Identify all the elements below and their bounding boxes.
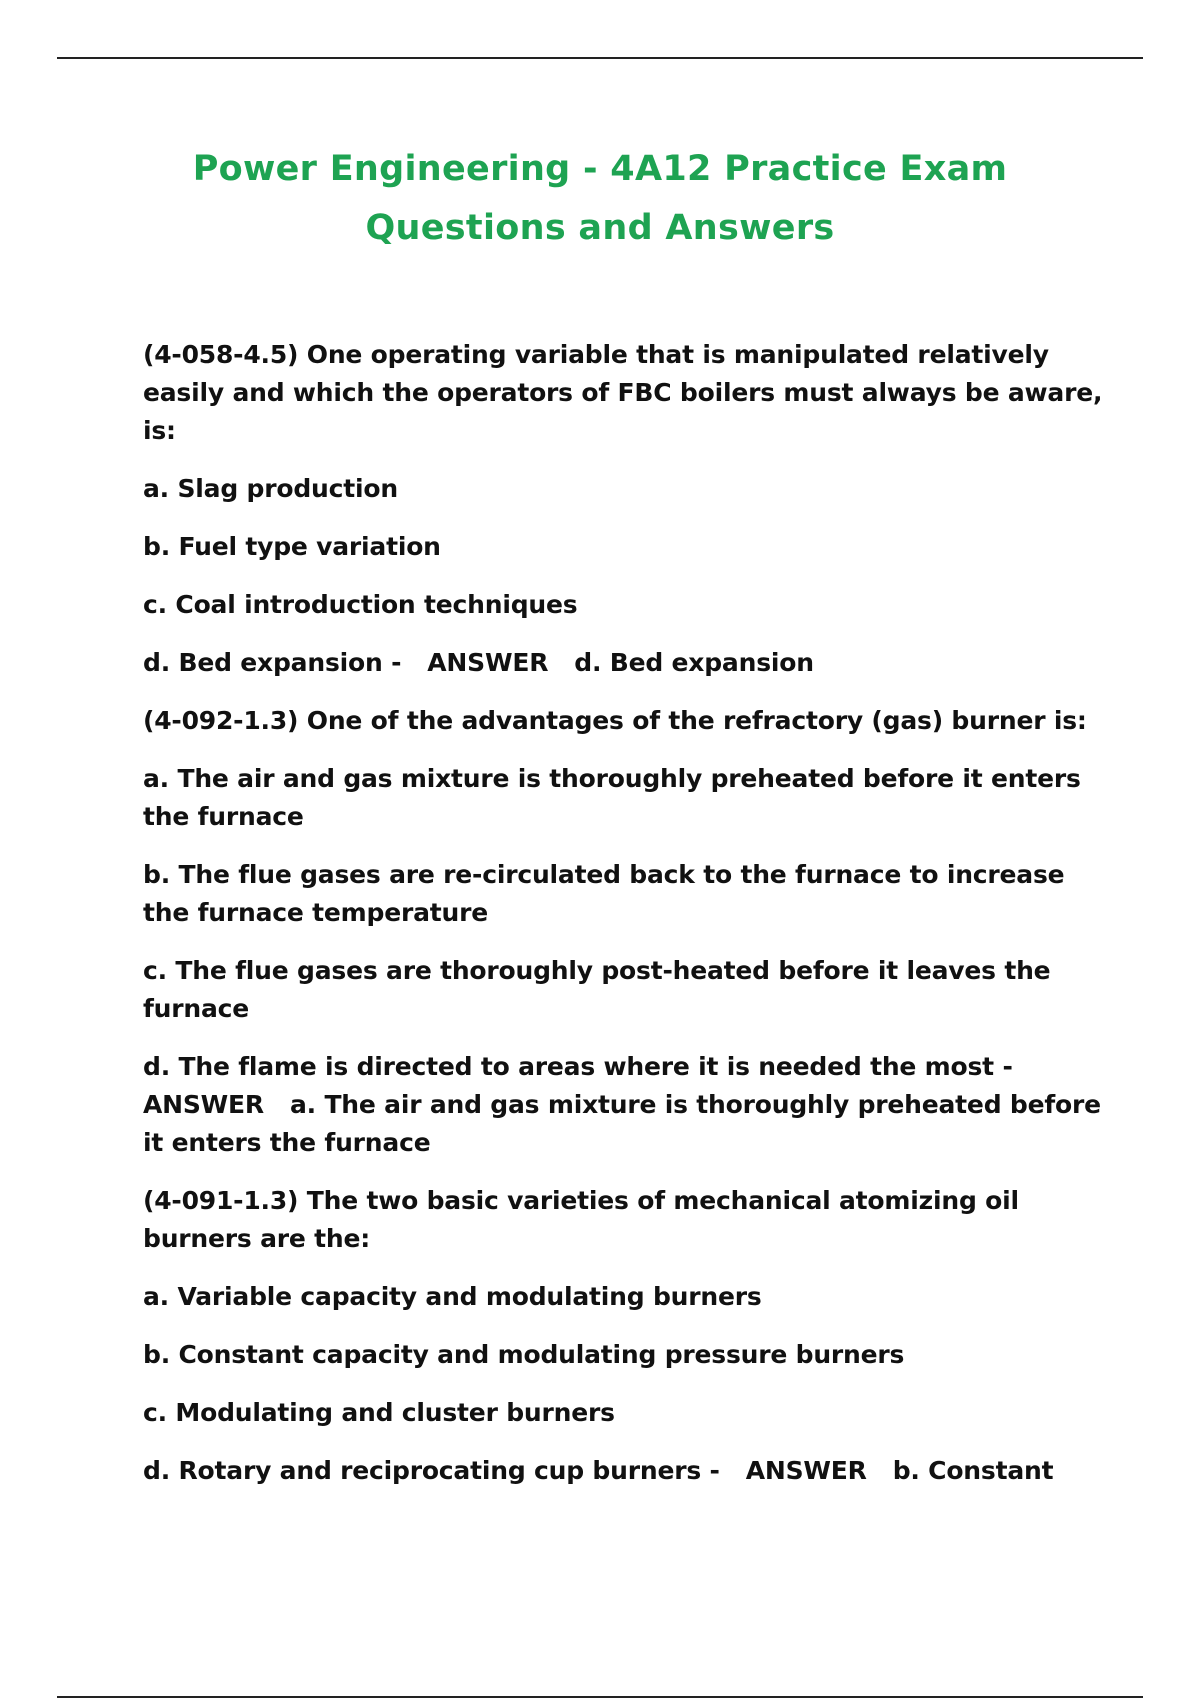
title-line-1: Power Engineering - 4A12 Practice Exam — [192, 149, 1008, 189]
option-d: d. The flame is directed to areas where it is needed the most - — [143, 1052, 1013, 1081]
title-line-2: Questions and Answers — [365, 208, 835, 248]
answer-label: ANSWER — [143, 1090, 264, 1119]
option-c: c. Coal introduction techniques — [143, 590, 578, 619]
option-a: a. Variable capacity and modulating burners — [143, 1282, 762, 1311]
answer-text: d. Bed expansion — [574, 648, 814, 677]
question-stem: (4-091-1.3) The two basic varieties of mechanical atomizing oil burners are the: — [143, 1186, 1019, 1253]
option-d: d. Rotary and reciprocating cup burners - — [143, 1456, 720, 1485]
option-b: b. Fuel type variation — [143, 532, 441, 561]
question-stem: (4-092-1.3) One of the advantages of the refractory (gas) burner is: — [143, 706, 1087, 735]
option-c: c. Modulating and cluster burners — [143, 1398, 615, 1427]
option-d-with-answer — [143, 1048, 1103, 1162]
option-d-with-answer — [143, 1452, 1103, 1490]
question-list — [143, 336, 1103, 1510]
question-stem: (4-058-4.5) One operating variable that is manipulated relatively easily and which the operators of FBC boilers must always be aware, is: — [143, 340, 1103, 445]
option-d: d. Bed expansion - — [143, 648, 402, 677]
option-b: b. The flue gases are re-circulated back to the furnace to increase the furnace temperature — [143, 860, 1065, 927]
answer-label: ANSWER — [745, 1456, 867, 1485]
answer-label: ANSWER — [427, 648, 549, 677]
option-a: a. Slag production — [143, 474, 398, 503]
answer-text: a. The air and gas mixture is thoroughly preheated before it enters the furnace — [143, 1090, 1101, 1157]
option-d-with-answer — [143, 644, 1103, 682]
bottom-rule — [57, 1696, 1143, 1698]
option-b: b. Constant capacity and modulating pressure burners — [143, 1340, 905, 1369]
page-title — [100, 140, 1100, 258]
option-a: a. The air and gas mixture is thoroughly preheated before it enters the furnace — [143, 764, 1081, 831]
answer-text: b. Constant — [892, 1456, 1054, 1485]
option-c: c. The flue gases are thoroughly post-heated before it leaves the furnace — [143, 956, 1051, 1023]
top-rule — [57, 57, 1143, 59]
